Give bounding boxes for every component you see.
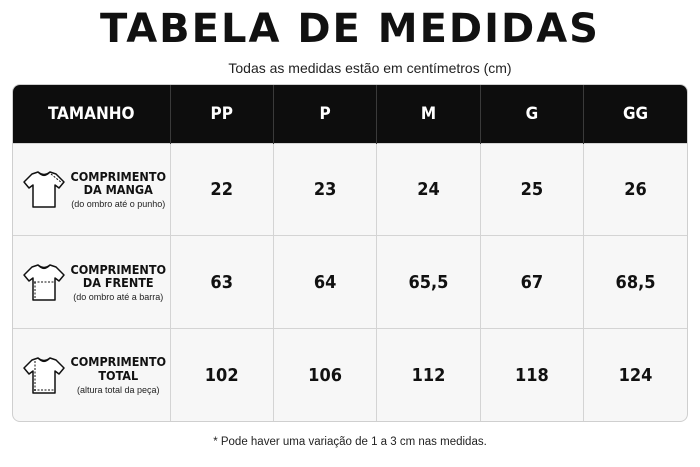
cell-m: 24: [377, 143, 480, 236]
cell-p: 64: [273, 236, 376, 329]
row-label-note: (altura total da peça): [76, 384, 160, 395]
header-size: TAMANHO: [13, 85, 170, 143]
cell-pp: 22: [170, 143, 273, 236]
row-label-line2: DA MANGA: [83, 181, 153, 197]
header-pp: PP: [170, 85, 273, 143]
row-label-line1: COMPRIMENTO: [70, 168, 167, 184]
header-p: P: [273, 85, 376, 143]
row-label-front: [13, 236, 170, 329]
row-label-note: (do ombro até o punho): [71, 198, 166, 209]
header-gg: GG: [584, 85, 687, 143]
cell-g: 67: [480, 236, 583, 329]
page-title: TABELA DE MEDIDAS: [100, 6, 600, 52]
cell-p: 23: [273, 143, 376, 236]
row-label-note: (do ombro até a barra): [73, 291, 164, 302]
table-header-row: [13, 85, 687, 143]
cell-m: 112: [377, 329, 480, 421]
row-label-line2: TOTAL: [98, 367, 139, 383]
row-label-line1: COMPRIMENTO: [70, 261, 167, 277]
size-table-grid: [13, 85, 687, 421]
row-label-total: [13, 329, 170, 421]
page-subtitle: Todas as medidas estão em centímetros (cm): [228, 60, 512, 76]
cell-pp: 63: [170, 236, 273, 329]
row-label-line1: COMPRIMENTO: [70, 354, 167, 370]
table-row: [13, 329, 687, 421]
cell-p: 106: [273, 329, 376, 421]
size-table: [12, 84, 688, 422]
table-row: [13, 236, 687, 329]
row-label-sleeve: [13, 143, 170, 236]
cell-gg: 26: [584, 143, 687, 236]
table-row: [13, 143, 687, 236]
tshirt-total-icon: [21, 352, 67, 398]
cell-g: 118: [480, 329, 583, 421]
cell-pp: 102: [170, 329, 273, 421]
cell-gg: 68,5: [584, 236, 687, 329]
header-g: G: [480, 85, 583, 143]
tshirt-sleeve-icon: [21, 166, 67, 212]
header-m: M: [377, 85, 480, 143]
footnote: * Pode haver uma variação de 1 a 3 cm nas medidas.: [213, 436, 487, 448]
cell-g: 25: [480, 143, 583, 236]
cell-m: 65,5: [377, 236, 480, 329]
tshirt-front-icon: [21, 259, 67, 305]
cell-gg: 124: [584, 329, 687, 421]
row-label-line2: DA FRENTE: [82, 274, 154, 290]
